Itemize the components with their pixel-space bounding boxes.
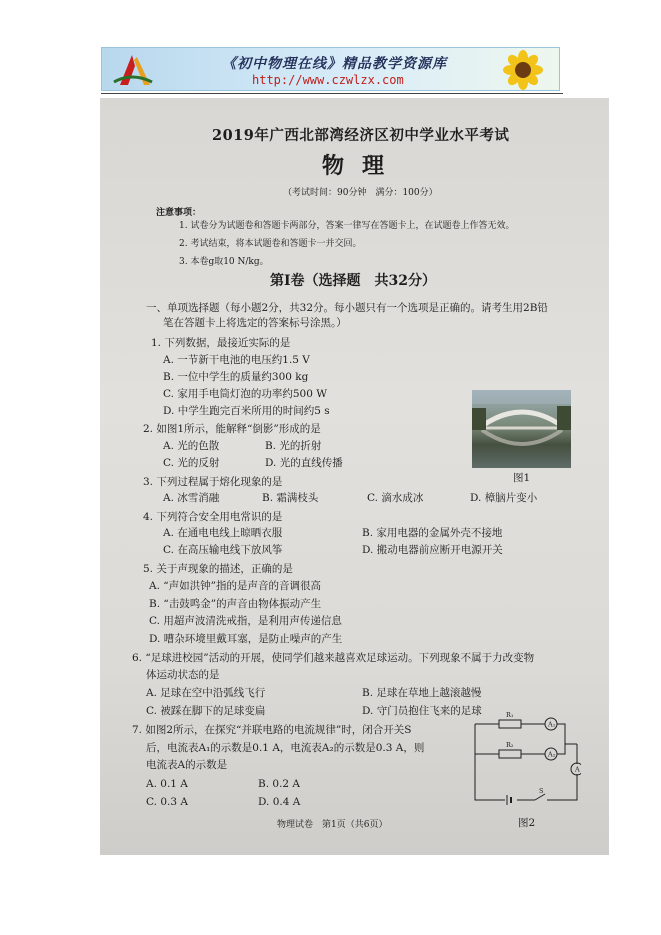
page-footer: 物理试卷 第1页（共6页） [277,820,388,830]
note-item: 3. 本卷g取10 N/kg。 [179,257,269,267]
section-instructions: 一、单项选择题（每小题2分，共32分。每小题只有一个选项是正确的。请考生用2B铅 [146,302,548,314]
answer-option: A. 一节新干电池的电压约1.5 V [163,354,310,366]
answer-option: B. 光的折射 [265,440,322,452]
answer-option: B. 家用电器的金属外壳不接地 [362,527,503,539]
parallel-circuit-diagram [469,710,581,808]
section-title: 第Ⅰ卷（选择题 共32分） [270,273,437,289]
ammeter-a2-label: A₂ [548,750,556,759]
question-stem: 5. 关于声现象的描述，正确的是 [143,563,293,575]
answer-option: A. 0.1 A [146,778,188,790]
answer-option: C. 光的反射 [163,457,220,469]
notes-heading: 注意事项： [156,208,202,218]
note-item: 2. 考试结束，将本试题卷和答题卡一并交回。 [179,239,362,249]
question-stem: 后，电流表A₁的示数是0.1 A，电流表A₂的示数是0.3 A，则 [146,742,425,754]
answer-option: A. 冰雪消融 [163,492,220,504]
ammeter-a-label: A [575,765,580,774]
resistor-r2-label: R₂ [506,741,514,749]
answer-option: D. 搬动电器前应断开电源开关 [362,544,503,556]
header-rule [101,93,563,94]
answer-option: C. 0.3 A [146,796,188,808]
answer-option: B. 0.2 A [258,778,301,790]
answer-option: D. 中学生跑完百米所用的时间约5 s [163,405,330,417]
answer-option: B. 足球在草地上越滚越慢 [362,687,482,699]
answer-option: C. 被踩在脚下的足球变扁 [146,705,266,717]
ammeter-a1-label: A₁ [548,720,556,729]
banner-title: 《初中物理在线》精品教学资源库 [222,56,447,72]
answer-option: A. 光的色散 [163,440,220,452]
subject-title: 物理 [322,153,403,179]
answer-option: D. 守门员抱住飞来的足球 [362,705,482,717]
answer-option: B. 霜满枝头 [262,492,319,504]
bridge-reflection-photo [472,390,571,468]
question-stem: 体运动状态的是 [146,669,220,681]
answer-option: C. 在高压输电线下放风筝 [163,544,283,556]
figure-1-caption: 图1 [513,472,531,484]
question-stem: 电流表A的示数是 [146,759,228,771]
question-stem: 7. 如图2所示，在探究“并联电路的电流规律”时，闭合开关S [132,724,412,736]
sunflower-icon [493,50,553,90]
answer-option: A. 在通电电线上晾晒衣服 [163,527,283,539]
exam-time-info: （考试时间：90分钟 满分：100分） [283,188,438,198]
question-stem: 6. “足球进校园”活动的开展，使同学们越来越喜欢足球运动。下列现象不属于力改变物 [132,652,535,664]
answer-option: B. 一位中学生的质量约300 kg [163,371,309,383]
answer-option: C. 滴水成冰 [367,492,424,504]
question-stem: 3. 下列过程属于熔化现象的是 [143,476,283,488]
question-stem: 1. 下列数据，最接近实际的是 [151,337,291,349]
answer-option: D. 嘈杂环境里戴耳塞，是防止噪声的产生 [149,633,343,645]
section-instructions: 笔在答题卡上将选定的答案标号涂黑。） [163,317,347,329]
answer-option: D. 0.4 A [258,796,301,808]
answer-option: C. 家用手电筒灯泡的功率约500 W [163,388,328,400]
note-item: 1. 试卷分为试题卷和答题卡两部分，答案一律写在答题卡上，在试题卷上作答无效。 [179,221,515,231]
answer-option: B. “击鼓鸣金”的声音由物体振动产生 [149,598,322,610]
answer-option: A. 足球在空中沿弧线飞行 [146,687,266,699]
answer-option: D. 樟脑片变小 [470,492,538,504]
exam-title: 2019年广西北部湾经济区初中学业水平考试 [212,127,510,144]
answer-option: D. 光的直线传播 [265,457,343,469]
figure-2-caption: 图2 [518,817,536,829]
resistor-r1-label: R₁ [506,711,514,719]
answer-option: A. “声如洪钟”指的是声音的音调很高 [149,580,321,592]
site-logo-icon [110,52,154,88]
exam-page [100,98,609,855]
question-stem: 4. 下列符合安全用电常识的是 [143,511,283,523]
switch-label: S [539,787,544,795]
question-stem: 2. 如图1所示，能解释“倒影”形成的是 [143,423,321,435]
banner-url[interactable]: http://www.czwlzx.com [252,73,404,87]
bridge-image [472,390,571,468]
answer-option: C. 用超声波清洗戒指，是利用声传递信息 [149,615,342,627]
site-banner [101,47,560,91]
